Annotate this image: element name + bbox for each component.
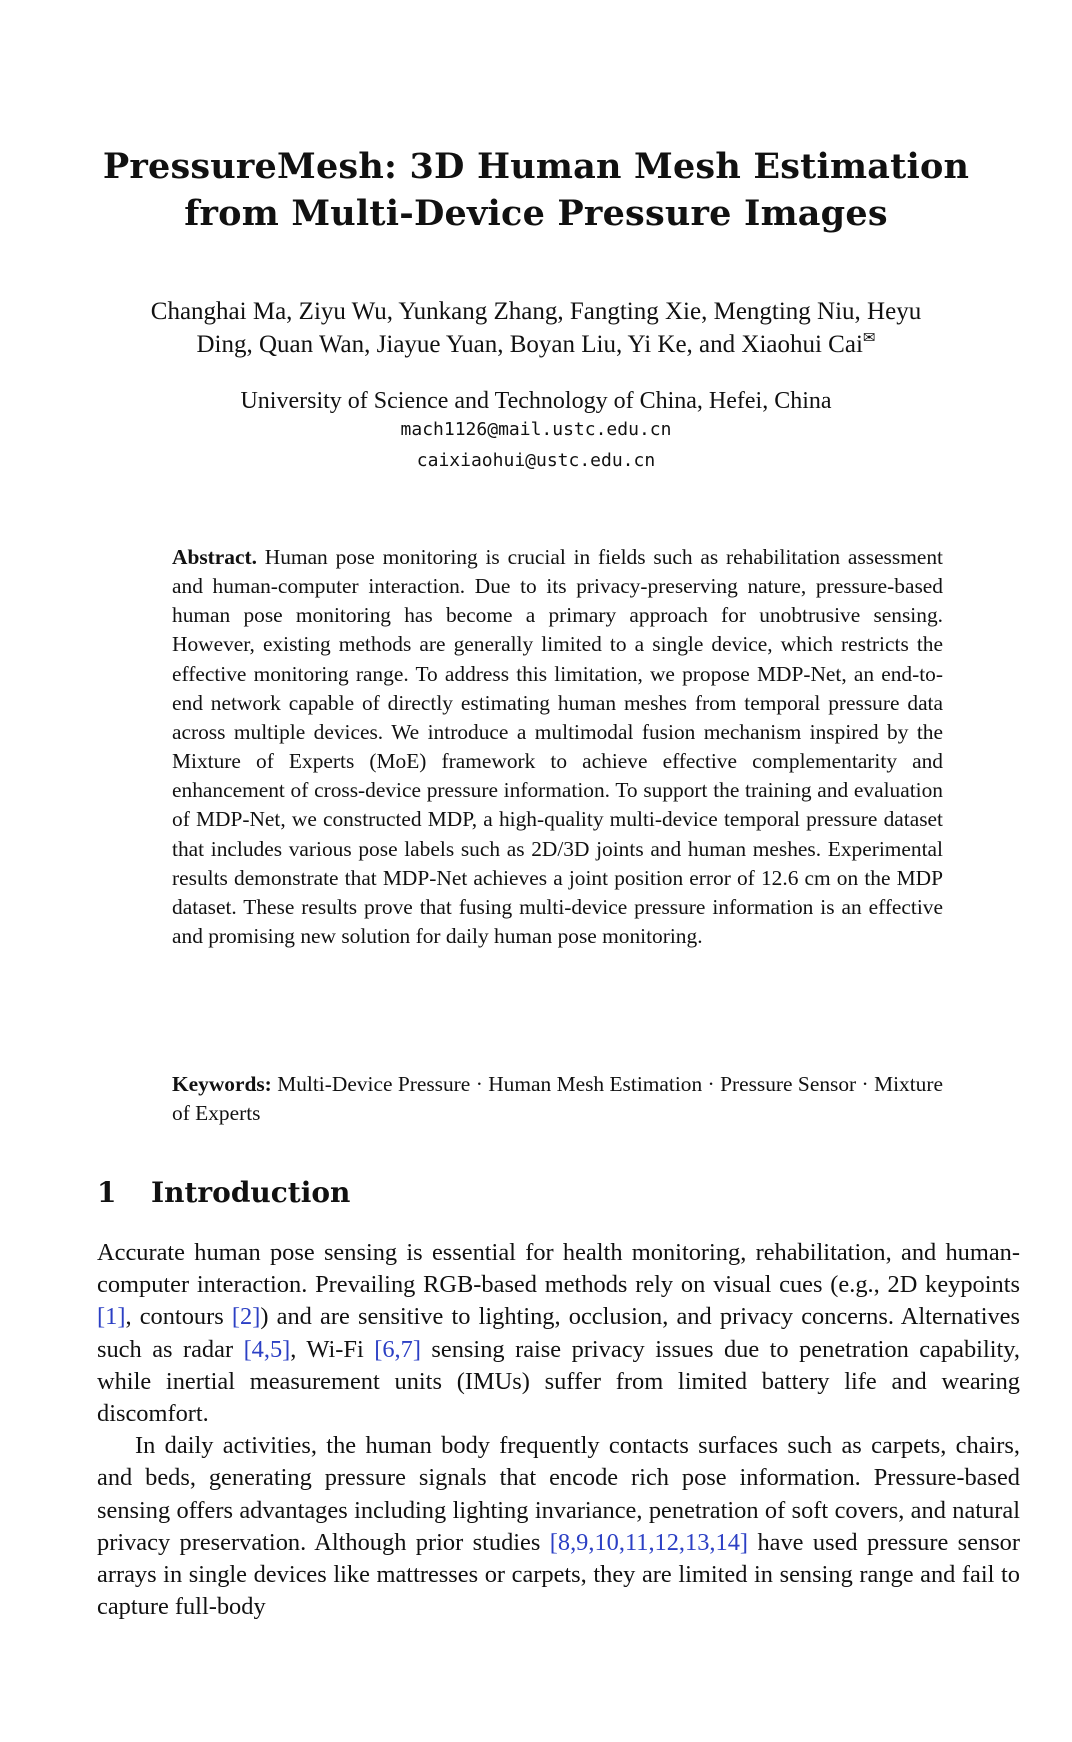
section-title: Introduction: [151, 1176, 351, 1209]
author-email-2: caixiaohui@ustc.edu.cn: [416, 450, 656, 471]
citation-link[interactable]: [6,7]: [374, 1335, 421, 1363]
abstract-label: Abstract.: [172, 545, 257, 569]
citation-link[interactable]: [8,9,10,11,12,13,14]: [549, 1528, 749, 1556]
intro-paragraph-2: [97, 1430, 1020, 1623]
keywords-label: Keywords:: [172, 1072, 272, 1096]
section-heading: [97, 1175, 977, 1211]
intro-text: , Wi-Fi: [290, 1335, 375, 1363]
envelope-icon: ✉: [862, 330, 876, 347]
intro-text: ) and are sensitive to lighting, occlusion, and privacy concerns. Alternatives such as radar: [97, 1303, 1020, 1363]
intro-paragraph-1: [97, 1237, 1020, 1430]
author-email-1: mach1126@mail.ustc.edu.cn: [400, 419, 672, 440]
introduction-body: [97, 1237, 1020, 1623]
authors-line-2-text: Ding, Quan Wan, Jiayue Yuan, Boyan Liu, Yi Ke, and Xiaohui Cai: [196, 331, 863, 358]
keywords: [172, 1070, 943, 1128]
authors-line-2: [100, 328, 972, 361]
title-line-2: from Multi-Device Pressure Images: [184, 193, 888, 234]
abstract: [172, 543, 943, 951]
abstract-text: Human pose monitoring is crucial in fields such as rehabilitation assessment and human-computer interaction. Due to its privacy-preserving nature, pressure-based human pose monitoring has become a primary approach for unobtrusive sensing. However, existing methods are generally limited to a single device, which restricts the effective monitoring range. To address this limitation, we propose MDP-Net, an end-to-end network capable of directly estimating human meshes from temporal pressure data across multiple devices. We introduce a multimodal fusion mechanism inspired by the Mixture of Experts (MoE) framework to achieve effective complementarity and enhancement of cross-device pressure information. To support the training and evaluation of MDP-Net, we constructed MDP, a high-quality multi-device temporal pressure dataset that includes various pose labels such as 2D/3D joints and human meshes. Experimental results demonstrate that MDP-Net achieves a joint position error of 12.6 cm on the MDP dataset. These results prove that fusing multi-device pressure information is an effective and promising new solution for daily human pose monitoring.: [172, 545, 943, 949]
citation-link[interactable]: [1]: [97, 1303, 126, 1331]
intro-text: sensing raise privacy issues due to penetration capability, while inertial measurement units (IMUs) suffer from limited battery life and wearing discomfort.: [97, 1335, 1020, 1428]
author-list: [100, 295, 972, 361]
intro-text: In daily activities, the human body frequently contacts surfaces such as carpets, chairs, and beds, generating pressure signals that encode rich pose information. Pressure-based sensing offers advantages including lighting invariance, penetration of soft covers, and natural privacy preservation. Although prior studies: [97, 1432, 1020, 1556]
keywords-text: Multi-Device Pressure · Human Mesh Estimation · Pressure Sensor · Mixture of Experts: [172, 1072, 943, 1125]
intro-text: , contours: [125, 1303, 232, 1331]
intro-text: have used pressure sensor arrays in single devices like mattresses or carpets, they are limited in sensing range and fail to capture full-body: [97, 1528, 1021, 1621]
affiliation: University of Science and Technology of China, Hefei, China: [240, 388, 832, 414]
intro-text: Accurate human pose sensing is essential for health monitoring, rehabilitation, and human-computer interaction. Prevailing RGB-based methods rely on visual cues (e.g., 2D keypoints: [97, 1239, 1020, 1299]
paper-title: [100, 143, 972, 237]
section-number: 1: [97, 1176, 117, 1209]
title-line-1: PressureMesh: 3D Human Mesh Estimation: [102, 146, 970, 187]
citation-link[interactable]: [2]: [231, 1303, 261, 1331]
citation-link[interactable]: [4,5]: [243, 1335, 291, 1363]
authors-line-1: Changhai Ma, Ziyu Wu, Yunkang Zhang, Fangting Xie, Mengting Niu, Heyu: [150, 298, 922, 325]
